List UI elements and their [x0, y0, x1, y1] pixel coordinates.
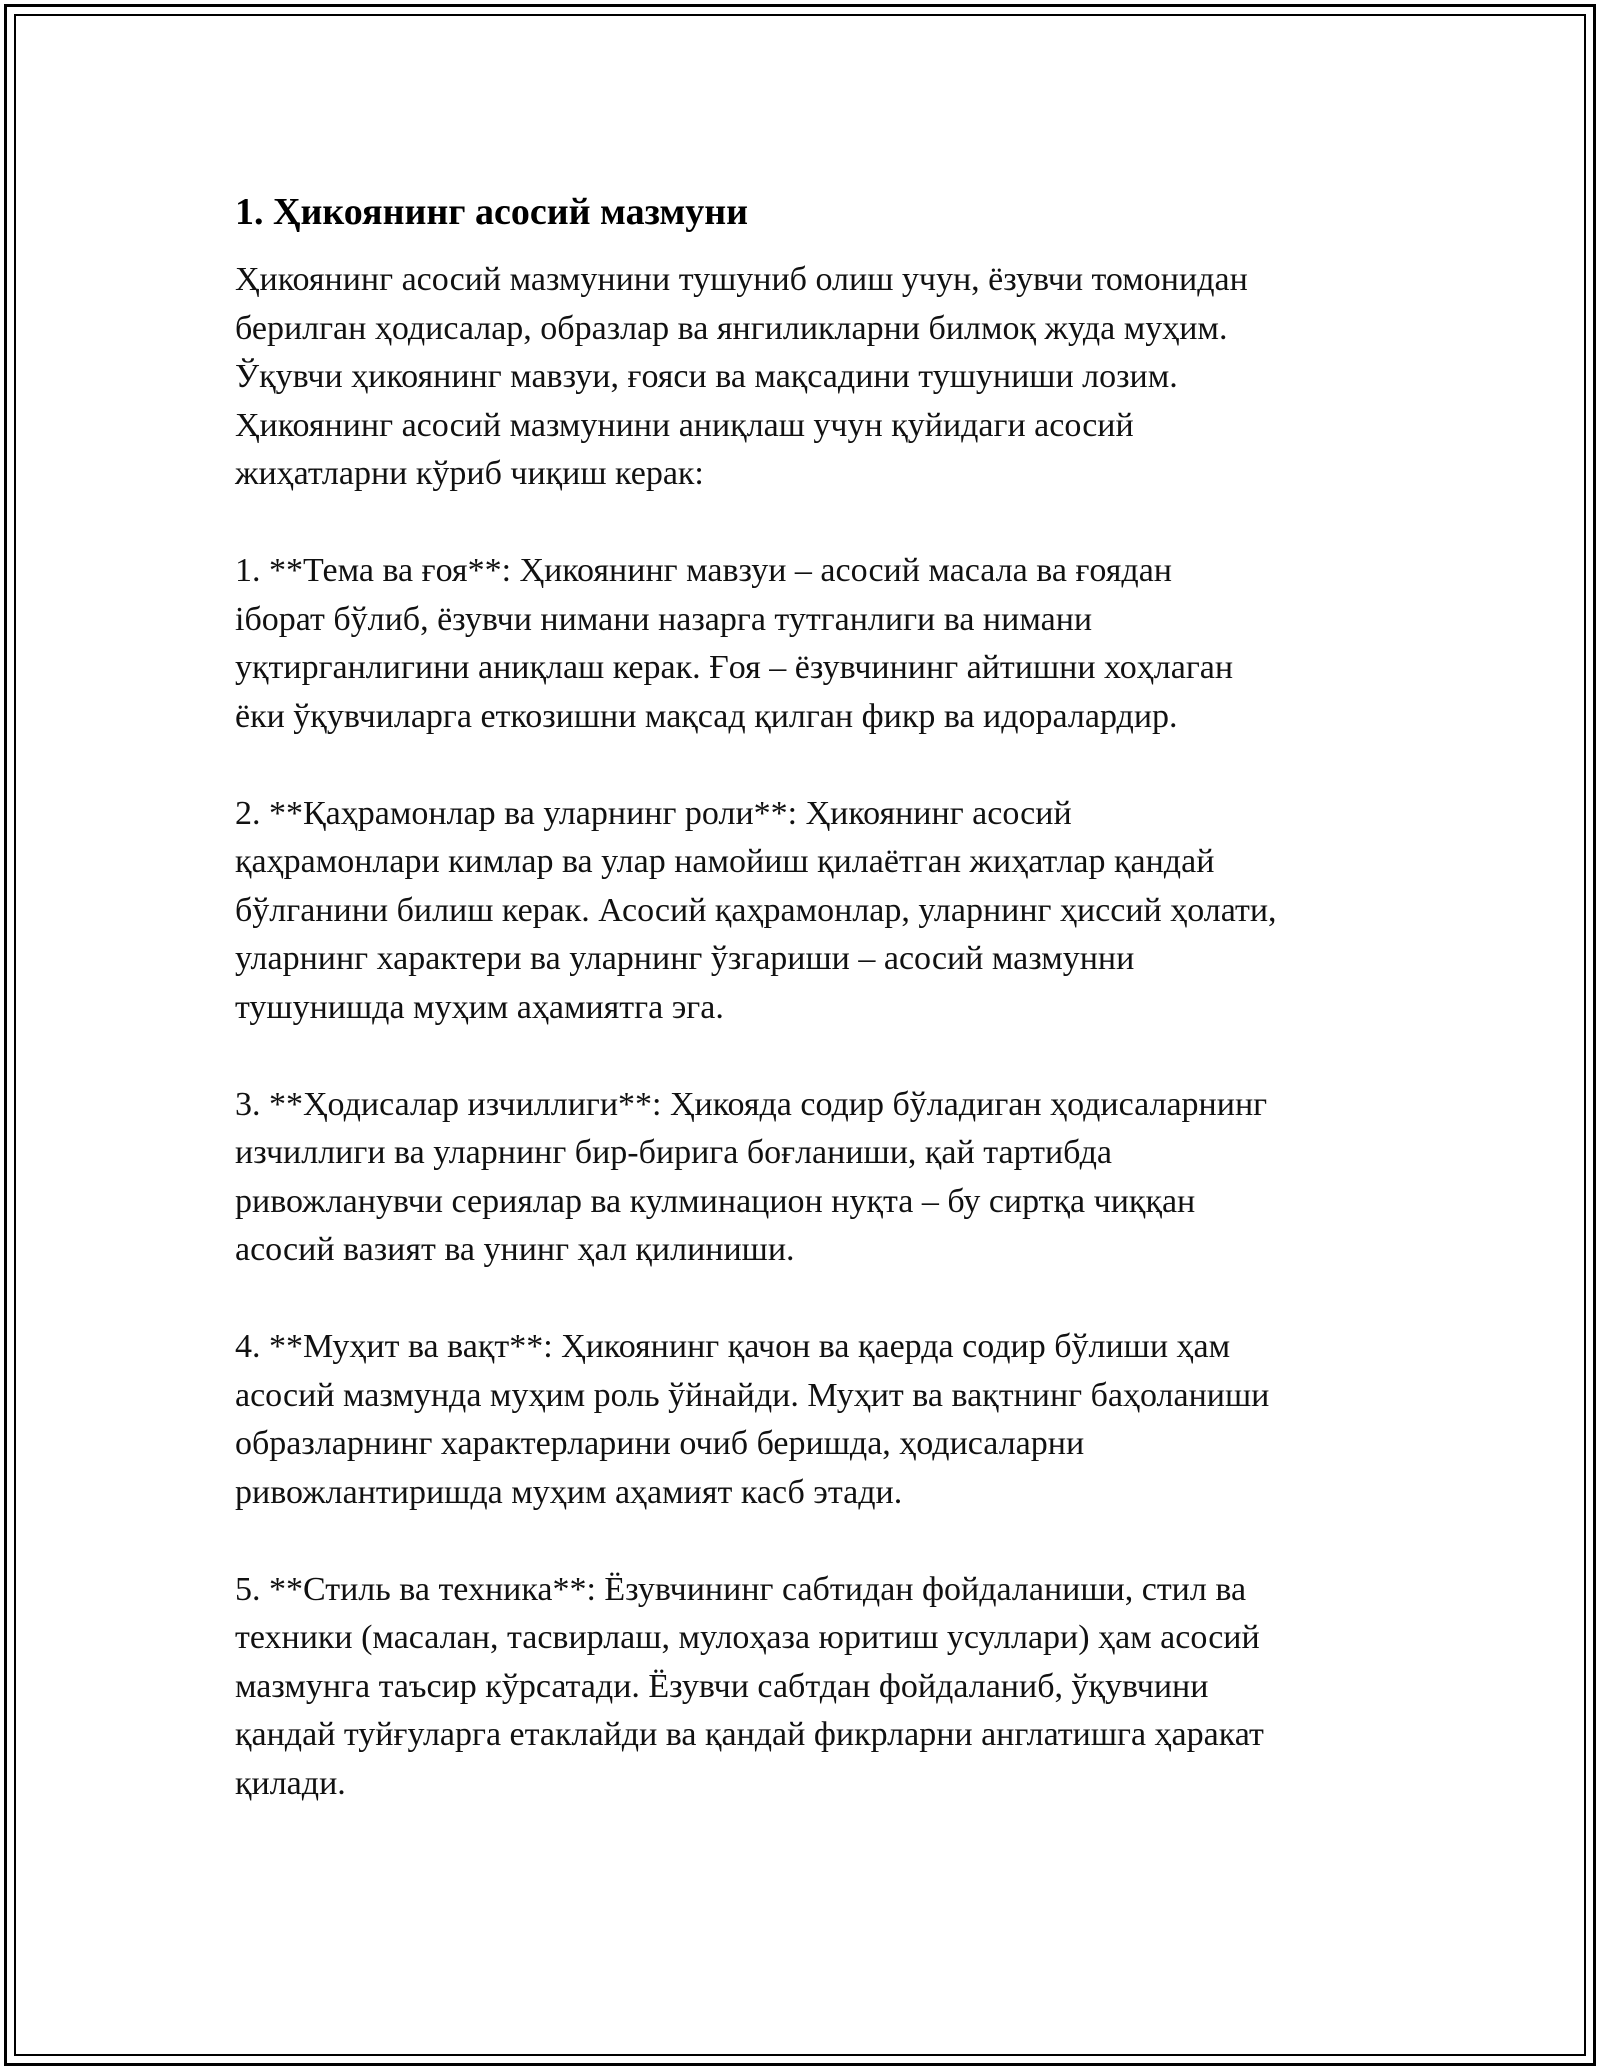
list-item-events: 3. **Ҳодисалар изчиллиги**: Ҳикояда содир бўладиган ҳодисаларнинг изчиллиги ва уларнинг бир-бирига боғланиши, қай тартибда ривожланувчи сериялар ва кулминацион нуқта – бу сиртқа чиққан асосий вазият ва унинг ҳал қилиниши.	[235, 1085, 1268, 1268]
list-item-theme: 1. **Тема ва ғоя**: Ҳикоянинг мавзуи – асосий масала ва ғоядан iборат бўлиб, ёзувчи нимани назарга тутганлиги ва нимани уқтирганлигини аниқлаш керак. Ғоя – ёзувчининг айтишни хоҳлаган ёки ўқувчиларга еткозишни мақсад қилган фикр ва идоралардир.	[235, 552, 1234, 735]
list-item-style: 5. **Стиль ва техника**: Ёзувчининг сабтидан фойдаланиши, стил ва техники (масалан, тасвирлаш, мулоҳаза юритиш усуллари) ҳам асосий мазмунга таъсир кўрсатади. Ёзувчи сабтдан фойдаланиб, ўқувчини қандай туйғуларга етаклайди ва қандай фикрларни англатишга ҳаракат қилади.	[235, 1570, 1264, 1802]
list-item-characters: 2. **Қаҳрамонлар ва уларнинг роли**: Ҳикоянинг асосий қаҳрамонлари кимлар ва улар намойиш қилаётган жиҳатлар қандай бўлганини билиш керак. Асосий қаҳрамонлар, уларнинг ҳиссий ҳолати, уларнинг характери ва уларнинг ўзгариши – асосий мазмунни тушунишда муҳим аҳамиятга эга.	[235, 794, 1277, 1026]
section-heading: 1. Ҳикоянинг асосий мазмуни	[235, 191, 749, 233]
intro-paragraph: Ҳикоянинг асосий мазмунини тушуниб олиш учун, ёзувчи томонидан берилган ҳодисалар, образлар ва янгиликларни билмоқ жуда муҳим. Ўқувчи ҳикоянинг мавзуи, ғояси ва мақсадини тушуниши лозим. Ҳикоянинг асосий мазмунини аниқлаш учун қуйидаги асосий жиҳатларни кўриб чиқиш керак:	[235, 261, 1248, 492]
document-body	[235, 186, 1385, 1857]
list-item-setting: 4. **Муҳит ва вақт**: Ҳикоянинг қачон ва қаерда содир бўлиши ҳам асосий мазмунда муҳим роль ўйнайди. Муҳит ва вақтнинг баҳоланиши образларнинг характерларини очиб беришда, ҳодисаларни ривожлантиришда муҳим аҳамият касб этади.	[235, 1328, 1270, 1511]
